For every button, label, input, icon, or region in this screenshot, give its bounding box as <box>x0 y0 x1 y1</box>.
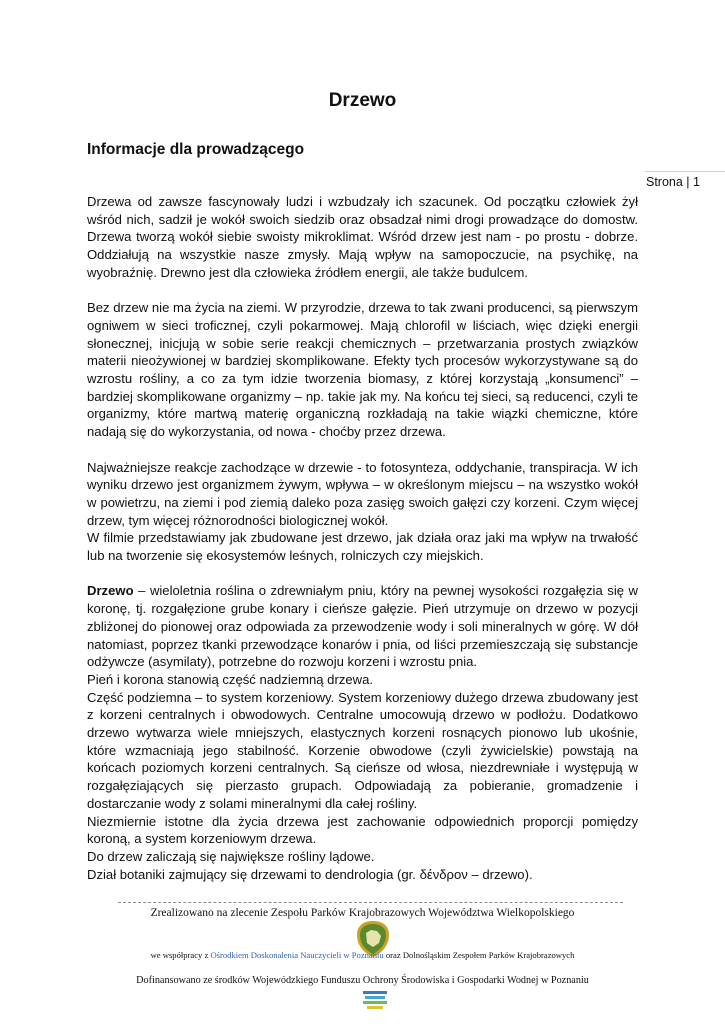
wfosigw-logo-icon <box>361 990 389 1012</box>
definition-text: – wieloletnia roślina o zdrewniałym pniu, który na pewnej wysokości rozgałęzia się w koronę, tj. rozgałęzione grube konary i cieńsze gałęzie. Pień utrzymuje on drzewo w pozycji zbliżonej do pionowej oraz odpowiada za przewodzenie wody i soli mineralnych w górę. W dół natomiast, poprzez tkanki przewodzące konarów i pnia, od liści przemieszczają się substancje odżywcze (asymilaty), potrzebne do rozwoju korzeni i wzrostu pnia. <box>87 583 639 670</box>
paragraph-reactions: Najważniejsze reakcje zachodzące w drzewie - to fotosynteza, oddychanie, transpiracja. W ich wyniku drzewo jest organizmem żywym, wpływa – w określonym miejscu – na wszystko wokół w powietrzu, na ziemi i pod ziemią daleko poza zasięg swoich gałęzi czy korzeni. Czym więcej drzew, tym więcej różnorodności biologicznej wokół. <box>87 459 638 528</box>
footer-divider <box>118 902 623 903</box>
document-body <box>87 193 638 883</box>
page-number: Strona | 1 <box>646 175 700 189</box>
cooperation-prefix: we współpracy z <box>150 950 211 960</box>
document-subtitle: Informacje dla prowadzącego <box>87 141 305 158</box>
paragraph-definition <box>87 582 638 671</box>
paragraph-ecology: Bez drzew nie ma życia na ziemi. W przyrodzie, drzewa to tak zwani producenci, są pierwszym ogniwem w sieci troficznej, czyli pokarmowej. Mają chlorofil w liściach, więc dzięki energii słonecznej, inicjują w sobie serie reakcji chemicznych – przetwarzania prostych związków materii nieożywionej w bardziej skomplikowane. Efekty tych procesów wykorzystywane są do wzrostu rośliny, a co za tym idzie tworzenia biomasy, z której korzystają „konsumenci” – bardziej skomplikowane organizmy – np. takie jak my. Na końcu tej sieci, są reducenci, czyli te organizmy, które martwą materię organiczną rozkładają na takie wiązki chemiczne, które nadają się do wykorzystania, od nowa - choćby przez drzewa. <box>87 300 638 440</box>
odn-poznan-link[interactable]: Ośrodkiem Doskonalenia Nauczycieli w Poznaniu <box>210 950 384 960</box>
paragraph-intro: Drzewa od zawsze fascynowały ludzi i wzbudzały ich szacunek. Od początku człowiek żył wśród nich, sadził je wokół swoich siedzib oraz obsadzał nimi drogi prowadzące do domostw. Drzewa tworzą wokół siebie swoisty mikroklimat. Wśród drzew jest nam - po prostu - dobrze. Oddziałują na wszystkie nasze zmysły. Mają wpływ na samopoczucie, na psychikę, na wyobraźnię. Drewno jest dla człowieka źródłem energii, ale także budulcem. <box>87 194 638 280</box>
footer-cooperation <box>0 950 725 960</box>
paragraph-film: W filmie przedstawiamy jak zbudowane jest drzewo, jak działa oraz jaki ma wpływ na trwałość lub na tworzenie się ekosystemów leśnych, rolniczych czy miejskich. <box>87 530 638 564</box>
cooperation-suffix: oraz Dolnośląskim Zespołem Parków Krajobrazowych <box>383 950 575 960</box>
paragraph-roots: Część podziemna – to system korzeniowy. System korzeniowy dużego drzewa zbudowany jest z korzeni centralnych i obwodowych. Centralne umocowują drzewo w podłożu. Dodatkowo drzewo wytwarza wiele mniejszych, elastycznych korzeni rosnących pionowo lub ukośnie, które wzmacniają jego stabilność. Korzenie obwodowe (czyli żywicielskie) powstają na końcach poziomych korzeni centralnych. Są cieńsze od włosa, niezdrewniałe i występują w rozgałęziających się pierzasto grupach. Odpowiadają za pobieranie, gromadzenie i dostarczanie wody z solami mineralnymi dla całej rośliny. <box>87 689 638 811</box>
page-number-rule <box>645 171 725 172</box>
footer-funding: Dofinansowano ze środków Wojewódzkiego Funduszu Ochrony Środowiska i Gospodarki Wodnej w Poznaniu <box>136 975 589 986</box>
paragraph-dendrology: Dział botaniki zajmujący się drzewami to dendrologia (gr. δένδρον – drzewo). <box>87 866 533 882</box>
definition-term: Drzewo <box>87 583 134 599</box>
paragraph-crown: Pień i korona stanowią część nadziemną drzewa. <box>87 671 374 687</box>
paragraph-proportions: Niezmiernie istotne dla życia drzewa jest zachowanie odpowiednich proporcji pomiędzy koroną, a system korzeniowym drzewa. <box>87 813 638 847</box>
footer-commission: Zrealizowano na zlecenie Zespołu Parków Krajobrazowych Województwa Wielkopolskiego <box>150 907 575 919</box>
paragraph-largest-plants: Do drzew zaliczają się największe rośliny lądowe. <box>87 848 375 864</box>
document-title: Drzewo <box>328 90 397 111</box>
